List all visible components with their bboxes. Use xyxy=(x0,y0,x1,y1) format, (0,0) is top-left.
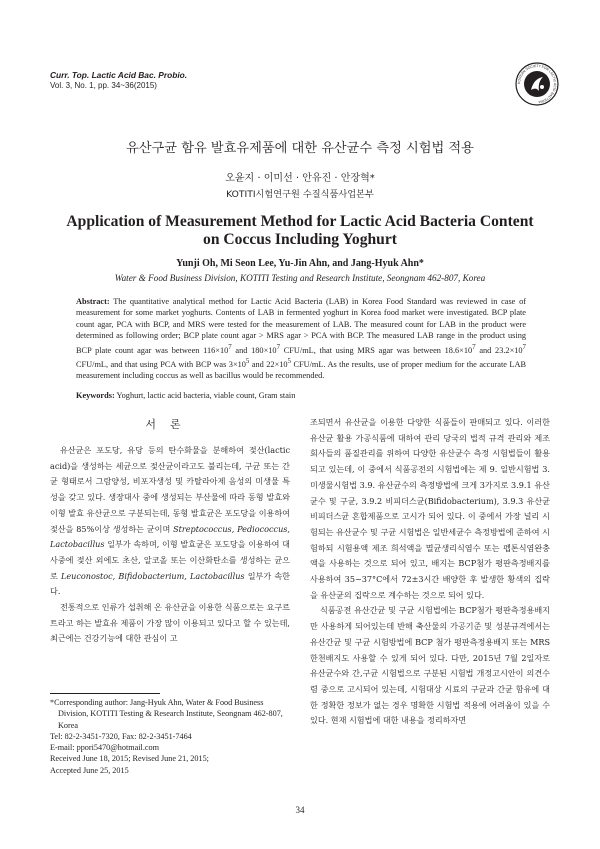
footnote-received: Received June 18, 2015; Revised June 21, 2015; xyxy=(50,754,209,764)
footnote-author: *Corresponding author: Jang-Hyuk Ahn, Water & Food Business Division, KOTITI Testing & Research Institute, Seongnam 462-807, Korea xyxy=(50,698,283,730)
korean-authors: 오윤지 · 이미선 · 안유진 · 안장혁* xyxy=(225,173,375,184)
exponent: 7 xyxy=(228,343,232,351)
intro-paragraph-1 xyxy=(50,443,290,600)
abstract-text: and 22×10 xyxy=(249,359,288,369)
abstract-text: The quantitative analytical method for Lactic Acid Bacteria (LAB) in Korea Food Standard was reviewed in case of measurement for some market yoghurts. Contents of LAB in fermented yoghurt in Korea food market were investigated. BCP plate count agar, PCA with BCP, and MRS were tested for the measurement of LAB. The measured count for LAB in the product were determined as following order; BCP plate count agar > MRS agar > PCA with BCP. The measured LAB range in the product using BCP plate count agar was between 116×10 xyxy=(76,297,526,355)
abstract-text: CFU/mL. As the results, use of proper medium for the accurate LAB measurement including coccus as well as bacillus would be recommended. xyxy=(76,359,526,380)
right-column xyxy=(310,415,550,729)
footnote-divider xyxy=(50,693,160,694)
exponent: 7 xyxy=(472,343,476,351)
society-seal-logo xyxy=(515,62,559,106)
abstract-text: and 180×10 xyxy=(231,345,277,355)
abstract-label: Abstract: xyxy=(76,297,110,306)
abstract xyxy=(76,296,526,381)
english-affiliation: Water & Food Business Division, KOTITI Testing and Research Institute, Seongnam 462-807, Korea xyxy=(114,273,486,283)
page-number: 34 xyxy=(295,805,305,815)
abstract-text: and 23.2×10 xyxy=(475,345,523,355)
korean-title: 유산구균 함유 발효유제품에 대한 유산균수 측정 시험법 적용 xyxy=(126,141,474,156)
english-title-line-1: Application of Measurement Method for Lactic Acid Bacteria Content xyxy=(66,213,534,230)
english-title xyxy=(0,213,600,249)
paragraph-text: 일부가 속한다. xyxy=(50,570,290,597)
abstract-text: CFU/mL, and that using PCA with BCP was 3×10 xyxy=(76,359,246,369)
species-names: Leuconostoc, Bifidobacterium, Lactobacillus xyxy=(60,570,245,581)
keywords-label: Keywords: xyxy=(76,391,115,400)
paragraph-text: 유산균은 포도당, 유당 등의 탄수화물을 분해하여 젖산(lactic acid)을 생성하는 세균으로 젖산균이라고도 불리는데, 구균 또는 간균 형태로서 그람양성, 비포자생성 및 카탈라아제 음성의 미생물 특성을 갖고 있다. 생장대사 중에 생성되는 부산물에 따라 동형 발효와 이형 발효 유산균으로 구분되는데, 동형 발효균은 포도당을 이용하여 젖산을 85%이상 생성하는 균이며 xyxy=(50,445,290,534)
keywords xyxy=(76,391,526,400)
keywords-text: Yoghurt, lactic acid bacteria, viable count, Gram stain xyxy=(114,391,296,400)
footnote-phone: Tel: 82-2-3451-7320, Fax: 82-2-3451-7464 xyxy=(50,731,192,741)
exponent: 7 xyxy=(522,343,526,351)
korean-affiliation: KOTITI시험연구원 수질식품사업본부 xyxy=(226,189,374,200)
journal-volume: Vol. 3, No. 1, pp. 34~36(2015) xyxy=(50,81,157,90)
species-names: Streptococcus, Pediococcus, Lactobacillus xyxy=(50,523,291,550)
english-authors: Yunji Oh, Mi Seon Lee, Yu-Jin Ahn, and Jang-Hyuk Ahn* xyxy=(176,258,424,269)
exponent: 7 xyxy=(276,343,281,351)
intro-paragraph-3: 식품공전 유산간균 및 구균 시험법에는 BCP첨가 평판측정용배지만 사용하게 되어있는데 반해 축산물의 가공기준 및 성분규격에서는 유산간균 및 구균 시험방법에 BCP 첨가 평판측정용배지 또는 MRS한천배지도 사용할 수 있게 되어 있다. 다만, 2015년 7월 2일자로 유산균수와 간,구균 시험법으로 구분된 시험법 개정고시안이 의견수렴 중으로 고시되어 있는데, 시험대상 시료의 구균과 간균 함유에 대한 정확한 정보가 없는 경우 명확한 시험법 적용에 어려움이 있을 수 있다. 현재 시험법에 대한 내용을 정리하자면 xyxy=(310,605,550,726)
section-heading-introduction: 서론 xyxy=(145,418,195,431)
english-title-line-2: on Coccus Including Yoghurt xyxy=(203,231,397,248)
intro-paragraph-2-continued: 조되면서 유산균을 이용한 다양한 식품들이 판매되고 있다. 이러한 유산균 활용 가공식품에 대하여 관리 당국의 법적 규격 관리와 제조회사들의 품질관리를 위하여 다양한 유산균수 측정 시험법들이 활용되고 있는데, 이 중에서 식품공전의 시험법에는 제 9. 일반시험법 3. 미생물시험법 3.9. 유산균수의 측정방법에 크게 3가지로 3.9.1 유산균수 및 구균, 3.9.2 비피더스균(Bifidobacterium), 3.9.3 유산균비피더스균 혼합제품으로 고시가 되어 있다. 이 중에서 가장 널리 시험되는 유산균수 및 구균 시험법은 일반세균수 측정방법에 준하여 시험하되 시험용액 제조 희석액을 멸균생리식염수 또는 펩톤식염완충액을 사용하는 것으로 되어 있고, 배지는 BCP첨가 평판측정배지를 사용하여 35~37°C에서 72±3시간 배양한 후 발생한 황색의 집락을 유산균의 집락으로 계수하는 것으로 되어 있다. xyxy=(310,417,550,600)
corresponding-author-footnote xyxy=(50,697,290,776)
exponent: 5 xyxy=(245,357,250,365)
journal-name: Curr. Top. Lactic Acid Bac. Probio. xyxy=(50,70,188,80)
exponent: 5 xyxy=(287,357,291,365)
paragraph-text: 일부가 속하며, 이형 발효균은 포도당을 이용하여 대사중에 젖산 외에도 초산, 알코올 또는 이산화탄소를 생성하는 균으로 xyxy=(50,539,290,581)
footnote-accepted: Accepted June 25, 2015 xyxy=(50,765,129,775)
abstract-text: CFU/mL, that using MRS agar was between 18.6×10 xyxy=(280,345,473,355)
logo-ring-text: KOREAN SOCIETY FOR LACTIC ACID BACTERIA xyxy=(516,63,558,104)
footnote-email: E-mail: ppori5470@hotmail.com xyxy=(50,743,159,753)
left-column xyxy=(50,443,290,647)
intro-paragraph-2: 전통적으로 인류가 섭취해 온 유산균을 이용한 식품으로는 요구르트라고 하는 발효유 제품이 가장 많이 이용되고 있다고 할 수 있는데, 최근에는 건강기능에 대한 관심이 고 xyxy=(50,602,290,644)
